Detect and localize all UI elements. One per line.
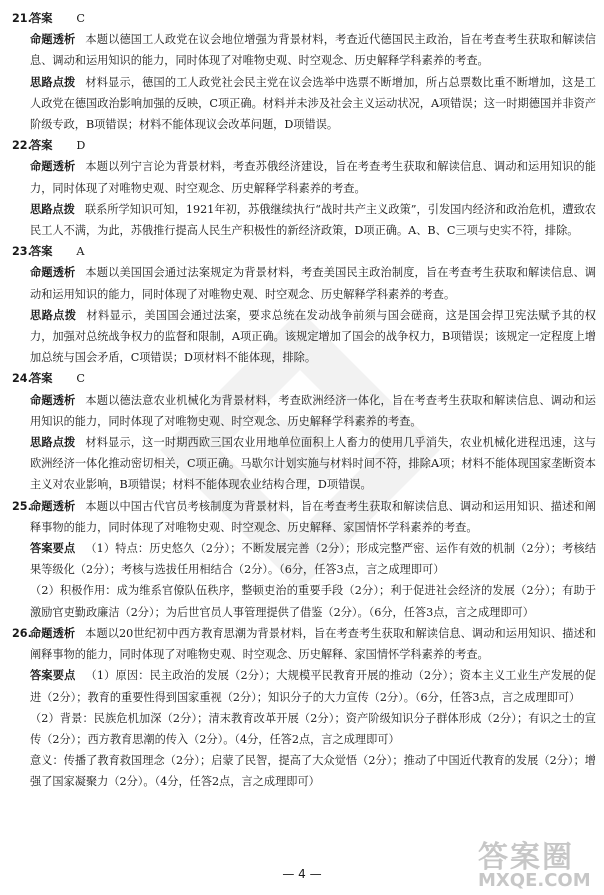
hint-text: 材料显示，这一时期西欧三国农业用地单位面积上人畜力的使用几乎消失，农业机械化进程迅速，这与欧洲经济一体化推动密切相关，C项正确。马歇尔计划实施与材料时间不符，排除A项；材料不能体现国家垄断资本主义对农业影响，B项错误；材料不能体现农业结构合理，D项错误。 <box>30 436 596 492</box>
answer-letter: C <box>76 12 85 25</box>
answer-letter: D <box>76 139 86 153</box>
hint-label: 思路点拨 <box>30 202 75 216</box>
analysis-label: 命题透析 <box>30 160 76 174</box>
key-points-text-2: （2）背景：民族危机加深（2分）；清末教育改革开展（2分）；资产阶级知识分子群体形成（2分）；有识之士的宣传（2分）；西方教育思潮的传入（2分）。（4分，任答2点，言之成理即可） <box>30 711 596 746</box>
hint-paragraph <box>30 432 596 496</box>
analysis-label: 命题透析 <box>30 393 76 407</box>
question-23 <box>12 241 596 368</box>
analysis-line <box>12 623 596 665</box>
answer-letter: A <box>76 245 85 259</box>
key-points-text-2: （2）积极作用：成为维系官僚队伍秩序，整顿吏治的重要手段（2分）；利于促进社会经济的发展（2分）；有助于激励官吏勤政廉洁（2分）；为后世官员人事管理提供了借鉴（2分）。（6分，任答3点，言之成理即可） <box>30 584 596 619</box>
analysis-paragraph <box>30 29 596 71</box>
answer-line <box>12 368 596 389</box>
key-points-paragraph <box>30 538 596 580</box>
analysis-text: 本题以德法意农业机械化为背景材料，考查欧洲经济一体化，旨在考查考生获取和解读信息、调动和运用知识的能力，同时体现了对唯物史观、时空观念、历史解释学科素养的考查。 <box>30 393 596 428</box>
analysis-paragraph <box>30 390 596 432</box>
hint-label: 思路点拨 <box>30 436 76 450</box>
hint-text: 材料显示，德国的工人政党社会民主党在议会选举中选票不断增加，所占总票数比重不断增加，这是工人政党在德国政治影响加强的反映，C项正确。材料并未涉及社会主义运动状况，A项错误；这一时期德国并非资产阶级专政，B项错误；材料不能体现议会改革问题，D项错误。 <box>30 75 596 132</box>
question-25 <box>12 496 596 623</box>
key-points-paragraph-3 <box>30 750 596 792</box>
hint-paragraph <box>30 199 596 241</box>
answer-line <box>12 241 596 262</box>
hint-text: 材料显示，美国国会通过法案，要求总统在发动战争前须与国会磋商，这是国会捍卫宪法赋予其的权力，加强对总统战争权力的监督和限制，A项正确。该规定增加了国会的战争权力，B项错误；该规定一定程度上增加总统与国会矛盾，C项错误；D项材料不能体现，排除。 <box>30 308 596 365</box>
hint-paragraph <box>30 72 596 136</box>
question-21 <box>12 8 596 135</box>
analysis-paragraph <box>30 496 596 538</box>
question-number: 23. <box>12 245 32 259</box>
key-points-label: 答案要点 <box>30 669 76 683</box>
question-number: 22. <box>12 139 32 153</box>
question-number: 21. <box>12 12 32 25</box>
analysis-text: 本题以列宁言论为背景材料，考查苏俄经济建设，旨在考查考生获取和解读信息、调动和运用知识的能力，同时体现了对唯物史观、时空观念、历史解释学科素养的考查。 <box>30 160 596 195</box>
answer-label: 答案 <box>30 12 53 25</box>
key-points-paragraph <box>30 665 596 707</box>
analysis-line <box>12 496 596 538</box>
answer-letter: C <box>76 372 85 386</box>
analysis-label: 命题透析 <box>30 33 76 47</box>
page-number: — 4 — <box>282 867 322 881</box>
analysis-text: 本题以美国国会通过法案规定为背景材料，考查美国民主政治制度，旨在考查考生获取和解读信息、调动和运用知识的能力，同时体现了对唯物史观、时空观念、历史解释学科素养的考查。 <box>30 266 596 301</box>
key-points-paragraph-2 <box>30 580 596 622</box>
analysis-paragraph <box>30 262 596 304</box>
answer-line <box>12 135 596 156</box>
key-points-text: （1）特点：历史悠久（2分）；不断发展完善（2分）；形成完整严密、运作有效的机制（2分）；考核结果等级化（2分）；考核与选拔任用相结合（2分）。（6分，任答3点，言之成理即可） <box>30 542 596 577</box>
hint-label: 思路点拨 <box>30 308 77 322</box>
analysis-paragraph <box>30 623 596 665</box>
answer-content <box>12 8 596 793</box>
answer-label: 答案 <box>30 372 53 386</box>
answer-label: 答案 <box>30 245 53 259</box>
hint-text: 联系所学知识可知，1921年初，苏俄继续执行“战时共产主义政策”，引发国内经济和政治危机，遭致农民工人不满，为此，苏俄推行提高人民生产积极性的新经济政策，D项正确。A、B、C三项与史实不符，排除。 <box>30 202 596 238</box>
hint-label: 思路点拨 <box>30 75 76 89</box>
analysis-paragraph <box>30 156 596 198</box>
site-logo <box>478 832 598 892</box>
analysis-label: 命题透析 <box>30 626 76 640</box>
question-number: 25. <box>12 499 32 513</box>
answer-label: 答案 <box>30 139 53 153</box>
key-points-label: 答案要点 <box>30 542 76 556</box>
question-number: 24. <box>12 372 32 386</box>
key-points-paragraph-2 <box>30 708 596 750</box>
analysis-label: 命题透析 <box>30 499 76 513</box>
logo-domain: MXQE.COM <box>478 870 591 891</box>
analysis-label: 命题透析 <box>30 266 76 280</box>
key-points-text: （1）原因：民主政治的发展（2分）；大规模平民教育开展的推动（2分）；资本主义工业生产发展的促进（2分）；教育的重要性得到国家重视（2分）；知识分子的大力宣传（2分）。（6分，任答3点，言之成理即可） <box>30 669 596 704</box>
analysis-text: 本题以德国工人政党在议会地位增强为背景材料，考查近代德国民主政治，旨在考查考生获取和解读信息、调动和运用知识的能力，同时体现了对唯物史观、时空观念、历史解释学科素养的考查。 <box>30 33 596 68</box>
logo-title: 答案圈 <box>478 840 574 875</box>
question-22 <box>12 135 596 241</box>
question-24 <box>12 368 596 495</box>
question-26 <box>12 623 596 793</box>
analysis-text: 本题以中国古代官员考核制度为背景材料，旨在考查考生获取和解读信息、调动和运用知识、描述和阐释事物的能力，同时体现了对唯物史观、时空观念、历史解释、家国情怀学科素养的考查。 <box>30 499 596 534</box>
question-number: 26. <box>12 626 32 640</box>
hint-paragraph <box>30 305 596 369</box>
analysis-text: 本题以20世纪初中西方教育思潮为背景材料，旨在考查考生获取和解读信息、调动和运用知识、描述和阐释事物的能力，同时体现了对唯物史观、时空观念、历史解释、家国情怀学科素养的考查。 <box>30 626 596 662</box>
answer-line <box>12 8 596 29</box>
key-points-text-3: 意义：传播了教育救国理念（2分）；启蒙了民智，提高了大众觉悟（2分）；推动了中国近代教育的发展（2分）；增强了国家凝聚力（2分）。（4分，任答2点，言之成理即可） <box>30 754 596 789</box>
